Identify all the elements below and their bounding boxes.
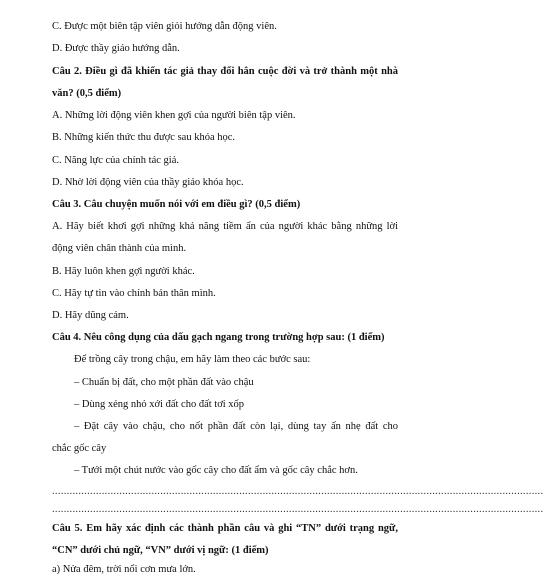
question-3-heading: Câu 3. Câu chuyện muốn nói với em điều gì? (0,5 điểm) — [52, 199, 301, 210]
answer-option-d: D. Hãy dũng cảm. — [52, 310, 129, 321]
answer-option-c: C. Hãy tự tin vào chính bản thân mình. — [52, 288, 216, 299]
passage-step-3-cont: chắc gốc cây — [52, 443, 107, 454]
answer-option-c: C. Được một biên tập viên giỏi hướng dẫn động viên. — [52, 21, 277, 32]
passage-intro: Để trồng cây trong chậu, em hãy làm theo các bước sau: — [74, 354, 311, 365]
answer-option-a-cont: động viên chân thành của mình. — [52, 243, 187, 254]
question-5-item-a: a) Nửa đêm, trời nổi cơn mưa lớn. — [52, 564, 196, 575]
passage-step-3: – Đặt cây vào chậu, cho nốt phần đất còn lại, dùng tay ấn nhẹ đất cho — [74, 421, 398, 432]
question-4-heading: Câu 4. Nêu công dụng của dấu gạch ngang trong trường hợp sau: (1 điểm) — [52, 332, 385, 343]
answer-option-b: B. Hãy luôn khen gợi người khác. — [52, 266, 195, 277]
answer-option-c: C. Năng lực của chính tác giả. — [52, 155, 179, 166]
answer-line: ........................................................................................................................................................................ — [52, 486, 543, 497]
question-5-heading-cont: “CN” dưới chủ ngữ, “VN” dưới vị ngữ: (1 điểm) — [52, 545, 269, 556]
question-5-heading: Câu 5. Em hãy xác định các thành phần câu và ghi “TN” dưới trạng ngữ, — [52, 523, 398, 534]
answer-option-d: D. Nhờ lời động viên của thầy giáo khóa học. — [52, 177, 244, 188]
answer-option-a: A. Hãy biết khơi gợi những khả năng tiềm ẩn của người khác bằng những lời — [52, 221, 398, 232]
question-2-heading-cont: văn? (0,5 điểm) — [52, 88, 122, 99]
answer-option-b: B. Những kiến thức thu được sau khóa học. — [52, 132, 236, 143]
passage-step-1: – Chuẩn bị đất, cho một phần đất vào chậu — [74, 377, 254, 388]
answer-line: ........................................................................................................................................................................ — [52, 504, 543, 515]
question-2-heading: Câu 2. Điều gì đã khiến tác giả thay đổi hẳn cuộc đời và trở thành một nhà — [52, 66, 398, 77]
answer-option-d: D. Được thầy giáo hướng dẫn. — [52, 43, 180, 54]
passage-step-2: – Dùng xẻng nhỏ xới đất cho đất tơi xốp — [74, 399, 245, 410]
passage-step-4: – Tưới một chút nước vào gốc cây cho đất ẩm và gốc cây chắc hơn. — [74, 465, 358, 476]
answer-option-a: A. Những lời động viên khen gợi của người biên tập viên. — [52, 110, 296, 121]
